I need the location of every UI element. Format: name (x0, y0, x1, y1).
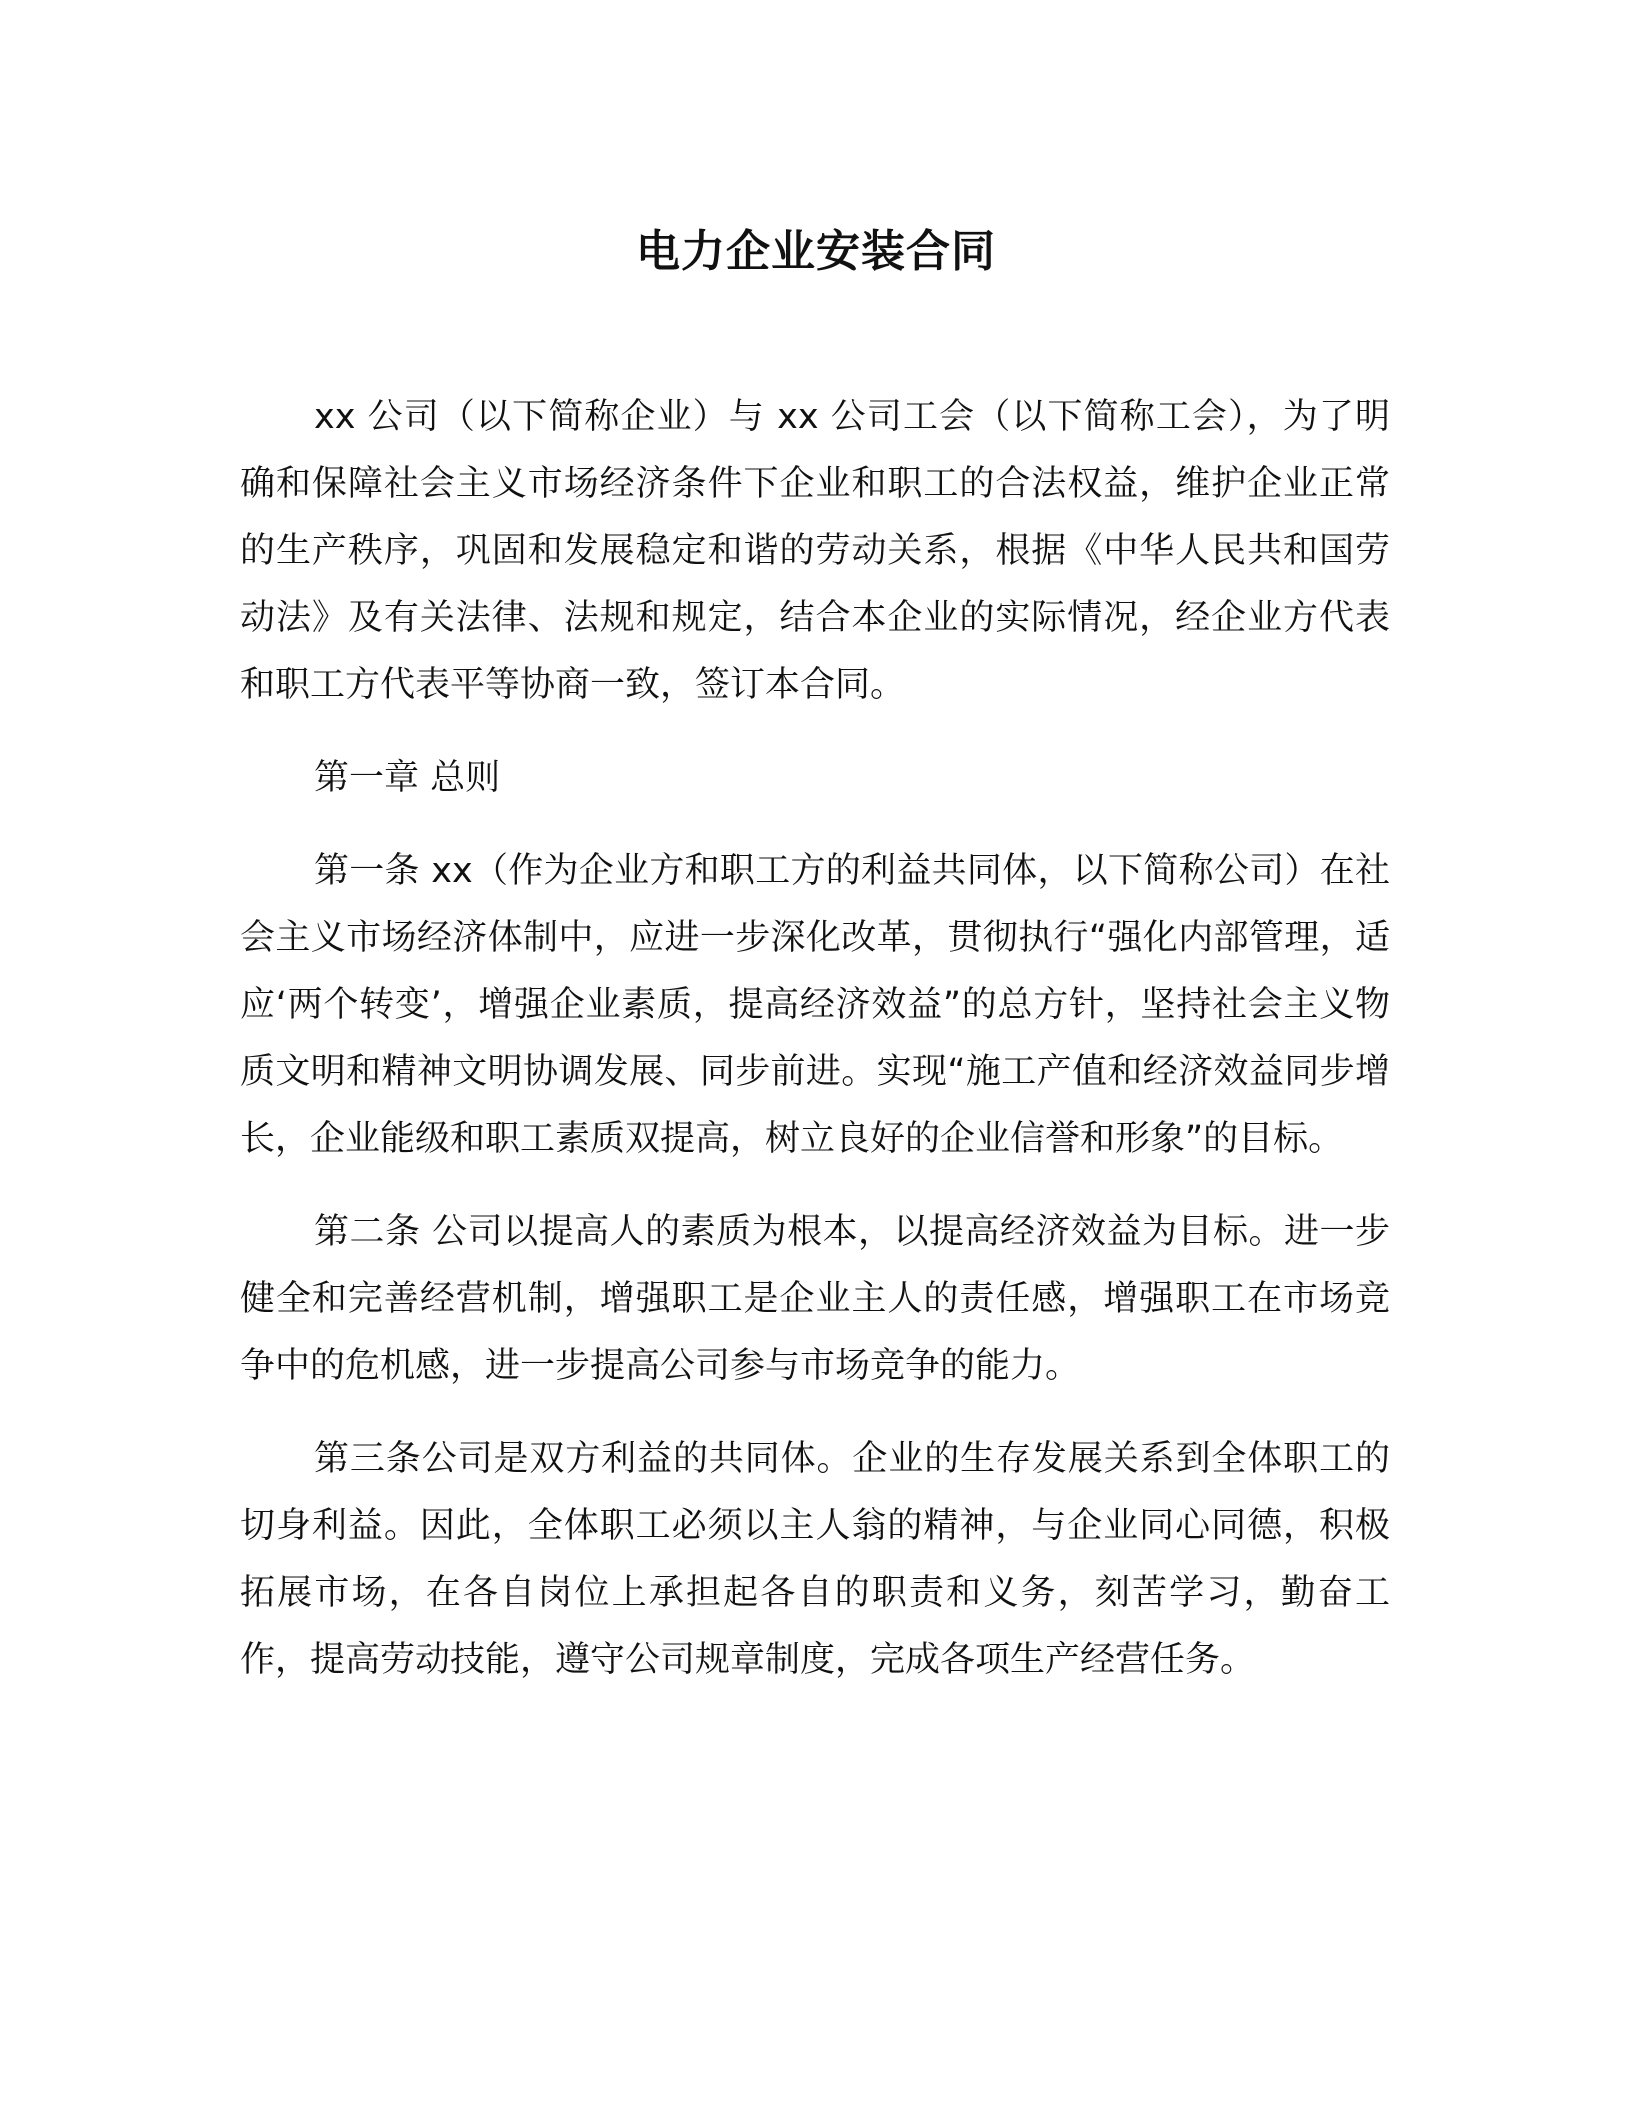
article-3-text: 公司是双方利益的共同体。企业的生存发展关系到全体职工的切身利益。因此，全体职工必须以主人翁的精神，与企业同心同德，积极拓展市场，在各自岗位上承担起各自的职责和义务，刻苦学习，勤奋工作，提高劳动技能，遵守公司规章制度，完成各项生产经营任务。 (240, 1439, 1390, 1680)
document-body (240, 384, 1390, 1720)
article-1-label: 第一条 (314, 851, 420, 891)
chapter-heading: 第一章 总则 (314, 758, 501, 798)
document-title: 电力企业安装合同 (636, 226, 996, 277)
article-3-label: 第三条 (314, 1439, 422, 1479)
article-2-label: 第二条 (314, 1212, 421, 1252)
article-2 (240, 1199, 1390, 1400)
article-1-text: xx（作为企业方和职工方的利益共同体，以下简称公司）在社会主义市场经济体制中，应进一步深化改革，贯彻执行“强化内部管理，适应‘两个转变’，增强企业素质，提高经济效益”的总方针，坚持社会主义物质文明和精神文明协调发展、同步前进。实现“施工产值和经济效益同步增长，企业能级和职工素质双提高，树立良好的企业信誉和形象”的目标。 (240, 851, 1390, 1159)
article-2-text: 公司以提高人的素质为根本，以提高经济效益为目标。进一步健全和完善经营机制，增强职工是企业主人的责任感，增强职工在市场竞争中的危机感，进一步提高公司参与市场竞争的能力。 (240, 1212, 1390, 1386)
article-3 (240, 1426, 1390, 1694)
preamble-paragraph: xx 公司（以下简称企业）与 xx 公司工会（以下简称工会），为了明确和保障社会主义市场经济条件下企业和职工的合法权益，维护企业正常的生产秩序，巩固和发展稳定和谐的劳动关系，根据《中华人民共和国劳动法》及有关法律、法规和规定，结合本企业的实际情况，经企业方代表和职工方代表平等协商一致，签订本合同。 (240, 397, 1390, 705)
article-1 (240, 838, 1390, 1173)
